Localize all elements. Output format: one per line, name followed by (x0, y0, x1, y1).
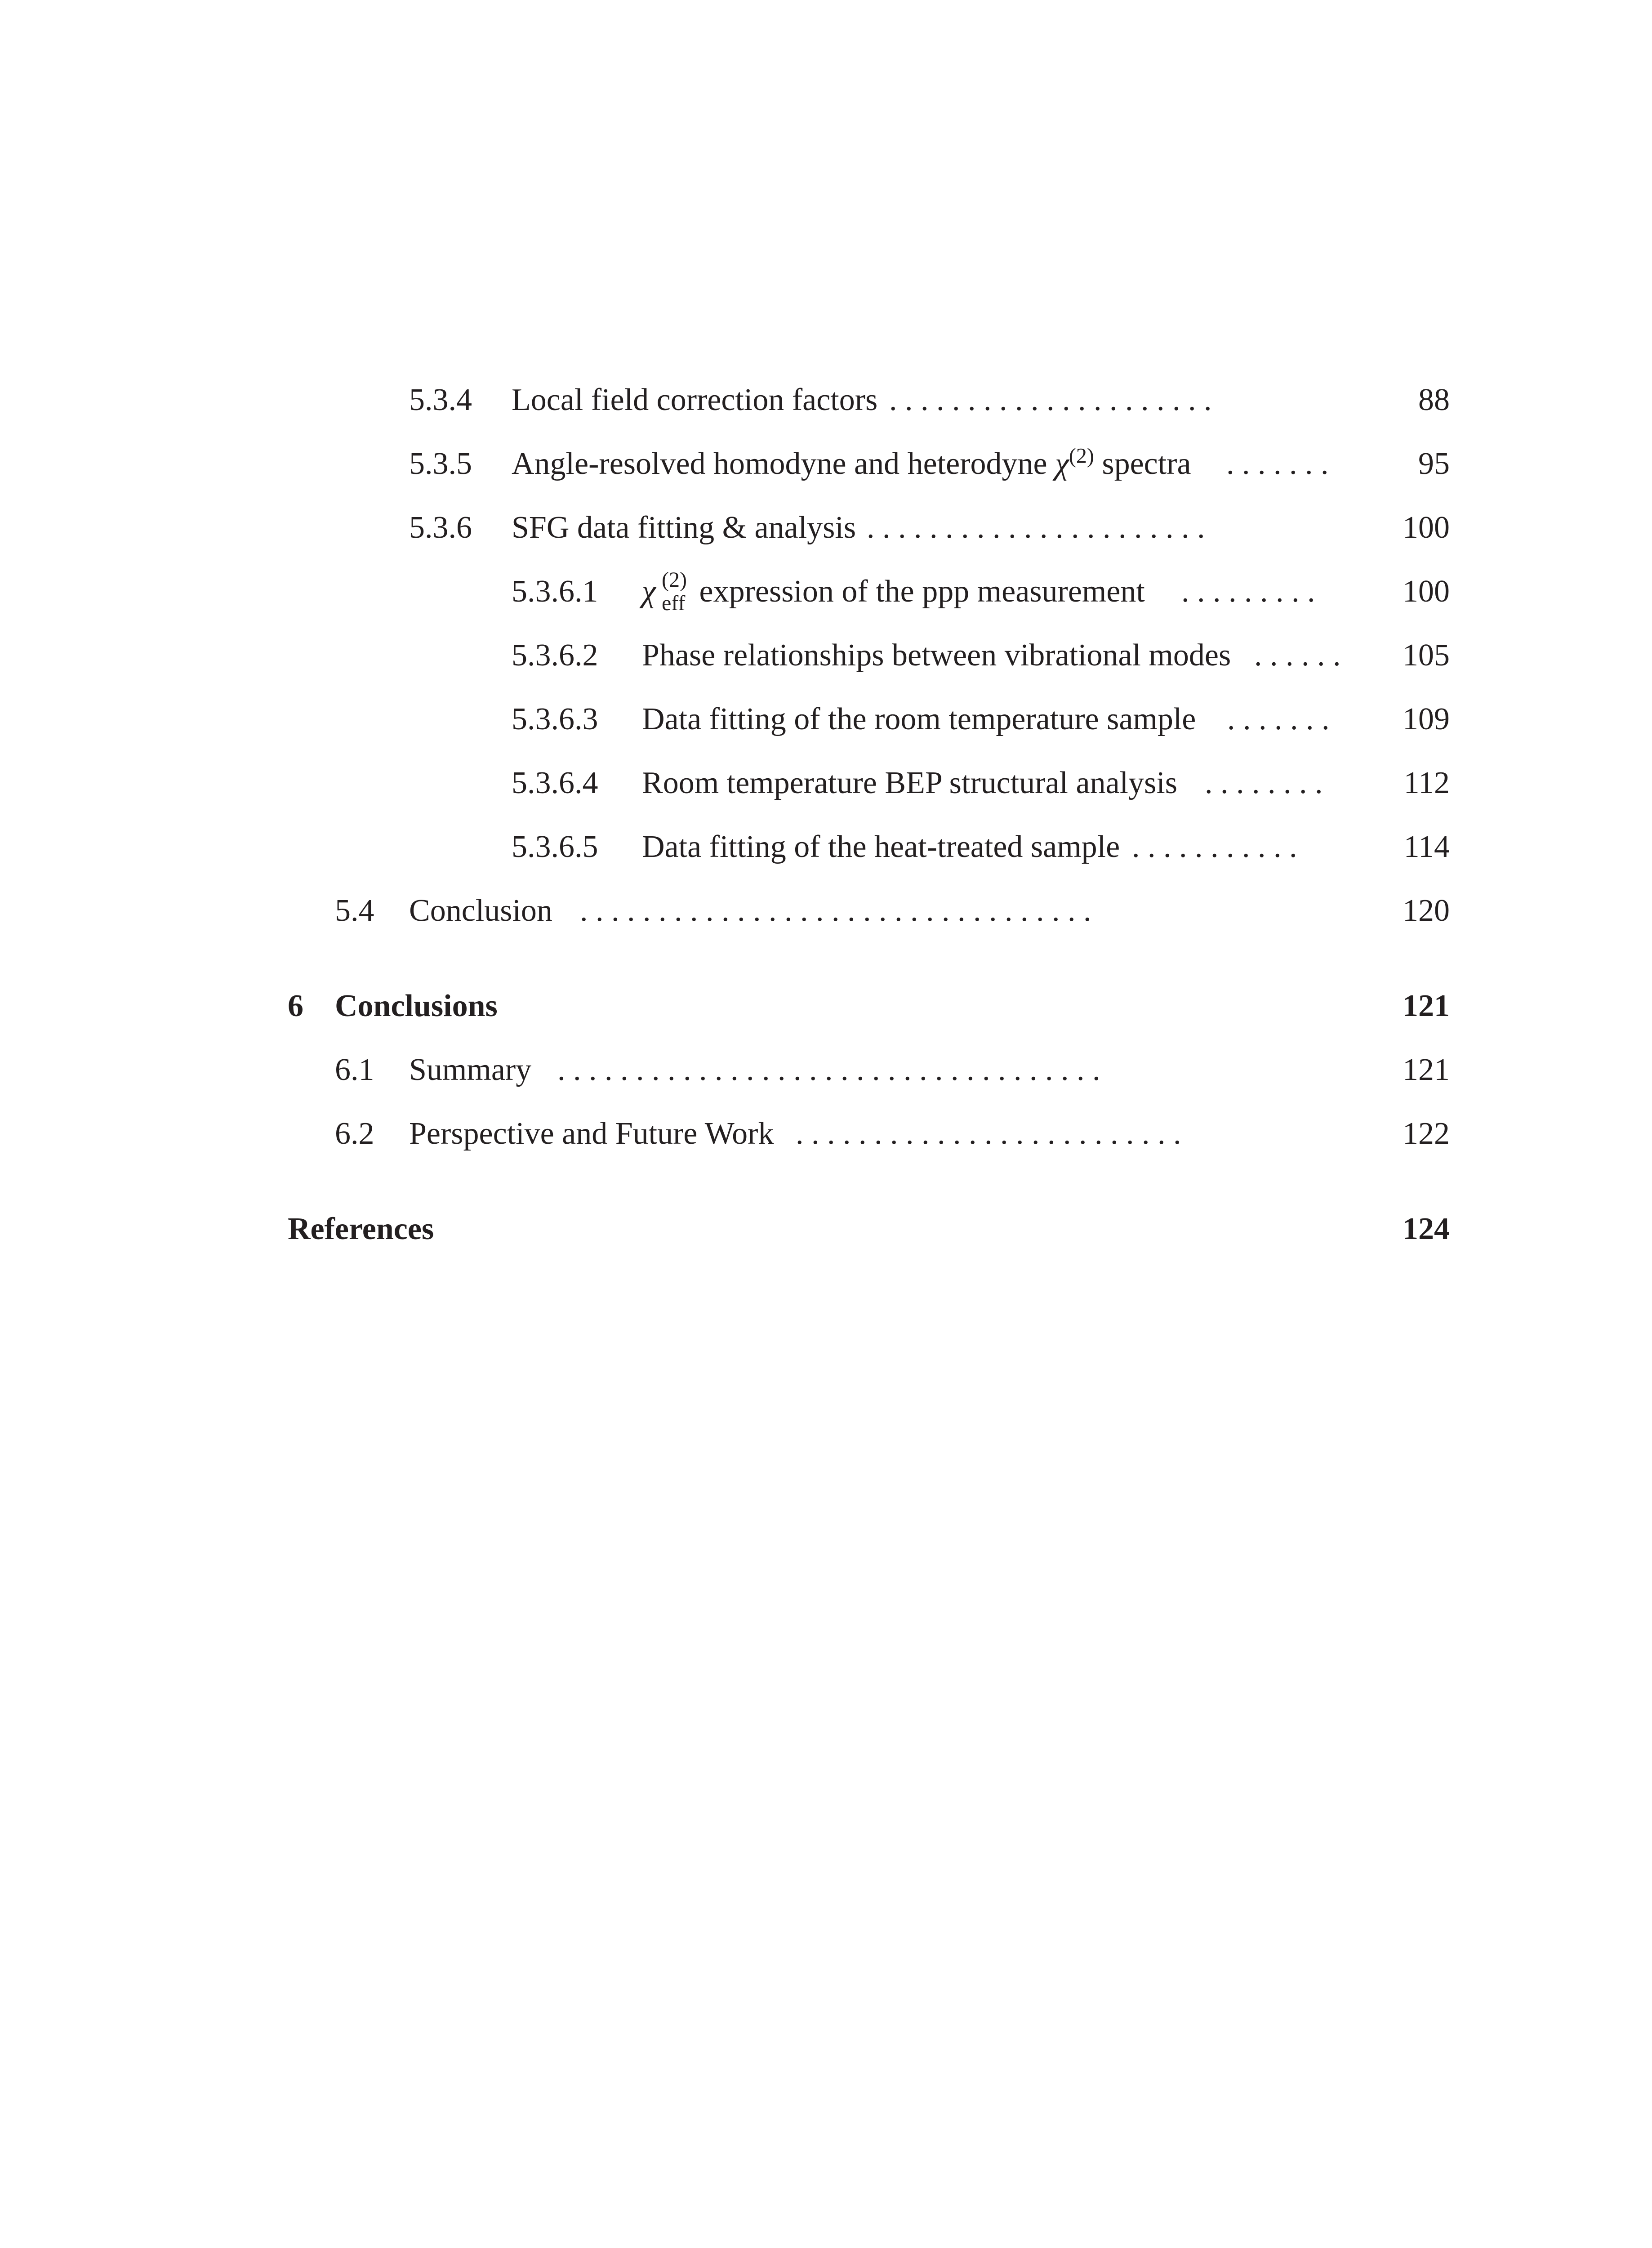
entry-page-number: 114 (1403, 830, 1450, 864)
entry-title: Conclusion (409, 893, 552, 928)
entry-title: Local field correction factors (512, 383, 878, 417)
entry-number: 5.3.6 (409, 510, 472, 545)
leader-dots: . . . . . . . . . . . . . . . . . . . . . (889, 383, 1212, 417)
references-title: References (288, 1212, 434, 1246)
chi-subscript: eff (662, 591, 686, 615)
entry-number: 5.3.6.5 (512, 830, 598, 864)
leader-dots: . . . . . . . (1227, 702, 1330, 736)
toc-chapter-6[interactable] (0, 979, 1652, 1033)
entry-page-number: 95 (1418, 446, 1450, 481)
entry-number: 5.3.6.4 (512, 766, 598, 800)
references-page-number: 124 (1403, 1212, 1450, 1246)
leader-dots: . . . . . . . . (1205, 766, 1323, 800)
leader-dots: . . . . . . . . . . . . . . . . . . . . . . (867, 510, 1205, 545)
toc-entry-5-3-6-2[interactable] (0, 629, 1652, 682)
leader-dots: . . . . . . . . . . . . . . . . . . . . . . . . . (796, 1116, 1181, 1151)
leader-dots: . . . . . . . . . . . (1132, 830, 1297, 864)
toc-entry-5-3-6-1[interactable] (0, 565, 1652, 619)
entry-page-number: 100 (1403, 574, 1450, 609)
toc-entry-5-3-6-4[interactable] (0, 756, 1652, 810)
entry-page-number: 88 (1418, 383, 1450, 417)
toc-entry-6-1[interactable] (0, 1043, 1652, 1097)
entry-number: 5.3.4 (409, 383, 472, 417)
entry-page-number: 109 (1403, 702, 1450, 736)
entry-title: Data fitting of the heat-treated sample (642, 830, 1120, 864)
entry-number: 6.2 (335, 1116, 374, 1151)
toc-entry-5-4[interactable] (0, 884, 1652, 938)
entry-title: Data fitting of the room temperature sample (642, 702, 1196, 736)
entry-title: SFG data fitting & analysis (512, 510, 856, 545)
toc-entry-5-3-4[interactable] (0, 373, 1652, 427)
leader-dots: . . . . . . (1254, 638, 1341, 673)
entry-page-number: 120 (1403, 893, 1450, 928)
toc-entry-5-3-5[interactable] (0, 437, 1652, 491)
toc-entry-5-3-6-3[interactable] (0, 692, 1652, 746)
toc-entry-5-3-6-5[interactable] (0, 820, 1652, 874)
entry-number: 6.1 (335, 1053, 374, 1087)
chi-eff-symbol (642, 565, 691, 619)
entry-title: Summary (409, 1053, 532, 1087)
entry-number: 5.3.5 (409, 446, 472, 481)
entry-title (512, 437, 1191, 491)
title-text-after: expression of the ppp measurement (699, 574, 1145, 609)
toc-references[interactable] (0, 1202, 1652, 1256)
chapter-page-number: 121 (1403, 989, 1450, 1023)
leader-dots: . . . . . . . . . (1181, 574, 1315, 609)
chapter-number: 6 (288, 989, 303, 1023)
entry-title: Room temperature BEP structural analysis (642, 766, 1178, 800)
toc-entry-6-2[interactable] (0, 1107, 1652, 1161)
entry-page-number: 122 (1403, 1116, 1450, 1151)
entry-number: 5.4 (335, 893, 374, 928)
entry-number: 5.3.6.3 (512, 702, 598, 736)
entry-title: Phase relationships between vibrational modes (642, 638, 1231, 673)
chi-superscript: (2) (662, 568, 687, 592)
entry-title (642, 565, 1145, 619)
entry-page-number: 121 (1403, 1053, 1450, 1087)
title-text-before: Angle-resolved homodyne and heterodyne (512, 446, 1047, 481)
entry-page-number: 105 (1403, 638, 1450, 673)
entry-page-number: 112 (1403, 766, 1450, 800)
chi-superscript: (2) (1069, 444, 1094, 468)
leader-dots: . . . . . . . . . . . . . . . . . . . . . . . . . . . . . . . . . (580, 893, 1091, 928)
entry-number: 5.3.6.1 (512, 574, 598, 609)
entry-page-number: 100 (1403, 510, 1450, 545)
toc-entry-5-3-6[interactable] (0, 501, 1652, 555)
leader-dots: . . . . . . . (1226, 446, 1329, 481)
chapter-title: Conclusions (335, 989, 498, 1023)
entry-title: Perspective and Future Work (409, 1116, 774, 1151)
chi-symbol: χ (642, 574, 656, 609)
entry-number: 5.3.6.2 (512, 638, 598, 673)
title-text-after: spectra (1102, 446, 1191, 481)
leader-dots: . . . . . . . . . . . . . . . . . . . . . . . . . . . . . . . . . . . (557, 1053, 1100, 1087)
chi-symbol: χ (1055, 446, 1069, 481)
